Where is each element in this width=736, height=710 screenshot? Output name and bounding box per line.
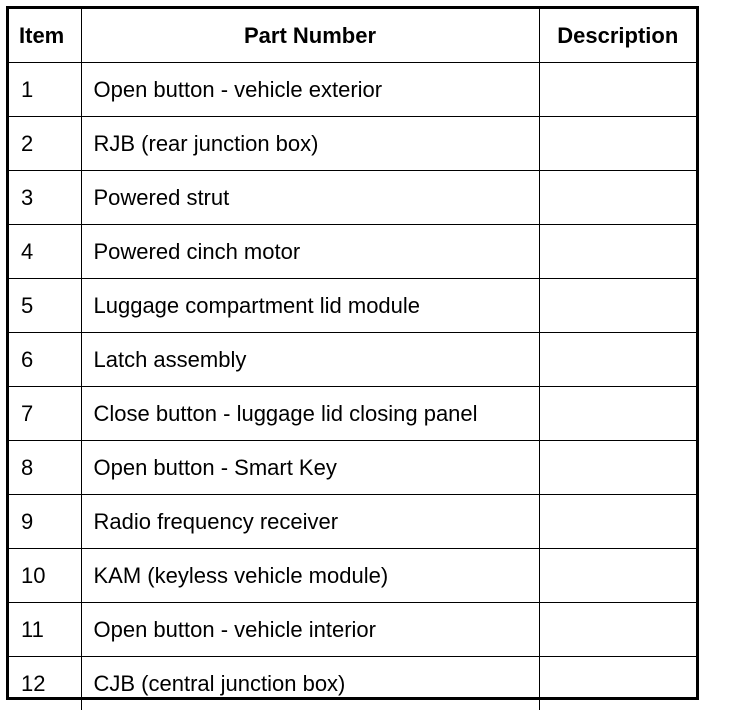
part-number-cell: Latch assembly (81, 333, 539, 387)
description-cell (539, 495, 696, 549)
item-cell: 2 (9, 117, 81, 171)
part-number-cell: Luggage compartment lid module (81, 279, 539, 333)
description-cell (539, 171, 696, 225)
item-cell: 11 (9, 603, 81, 657)
header-part-number: Part Number (81, 9, 539, 63)
part-number-cell: Close button - luggage lid closing panel (81, 387, 539, 441)
table-row (9, 603, 696, 657)
item-cell: 6 (9, 333, 81, 387)
table-row (9, 441, 696, 495)
description-cell (539, 117, 696, 171)
table-row (9, 495, 696, 549)
table-header-row (9, 9, 696, 63)
table-row (9, 117, 696, 171)
table-row (9, 279, 696, 333)
item-cell: 9 (9, 495, 81, 549)
part-number-cell: Open button - Smart Key (81, 441, 539, 495)
parts-table-frame (6, 6, 699, 700)
item-cell: 12 (9, 657, 81, 710)
description-cell (539, 63, 696, 117)
part-number-cell: Open button - vehicle interior (81, 603, 539, 657)
header-description: Description (539, 9, 696, 63)
part-number-cell: Powered strut (81, 171, 539, 225)
description-cell (539, 279, 696, 333)
part-number-cell: Powered cinch motor (81, 225, 539, 279)
description-cell (539, 225, 696, 279)
part-number-cell: CJB (central junction box) (81, 657, 539, 710)
part-number-cell: RJB (rear junction box) (81, 117, 539, 171)
description-cell (539, 603, 696, 657)
description-cell (539, 387, 696, 441)
table-row (9, 171, 696, 225)
header-item: Item (9, 9, 81, 63)
description-cell (539, 549, 696, 603)
description-cell (539, 333, 696, 387)
description-cell (539, 441, 696, 495)
parts-table (9, 9, 696, 710)
item-cell: 5 (9, 279, 81, 333)
item-cell: 7 (9, 387, 81, 441)
table-row (9, 387, 696, 441)
part-number-cell: KAM (keyless vehicle module) (81, 549, 539, 603)
table-row (9, 333, 696, 387)
item-cell: 3 (9, 171, 81, 225)
table-row (9, 549, 696, 603)
item-cell: 8 (9, 441, 81, 495)
part-number-cell: Radio frequency receiver (81, 495, 539, 549)
part-number-cell: Open button - vehicle exterior (81, 63, 539, 117)
table-row (9, 225, 696, 279)
description-cell (539, 657, 696, 710)
item-cell: 10 (9, 549, 81, 603)
item-cell: 4 (9, 225, 81, 279)
item-cell: 1 (9, 63, 81, 117)
table-row (9, 63, 696, 117)
table-row (9, 657, 696, 710)
